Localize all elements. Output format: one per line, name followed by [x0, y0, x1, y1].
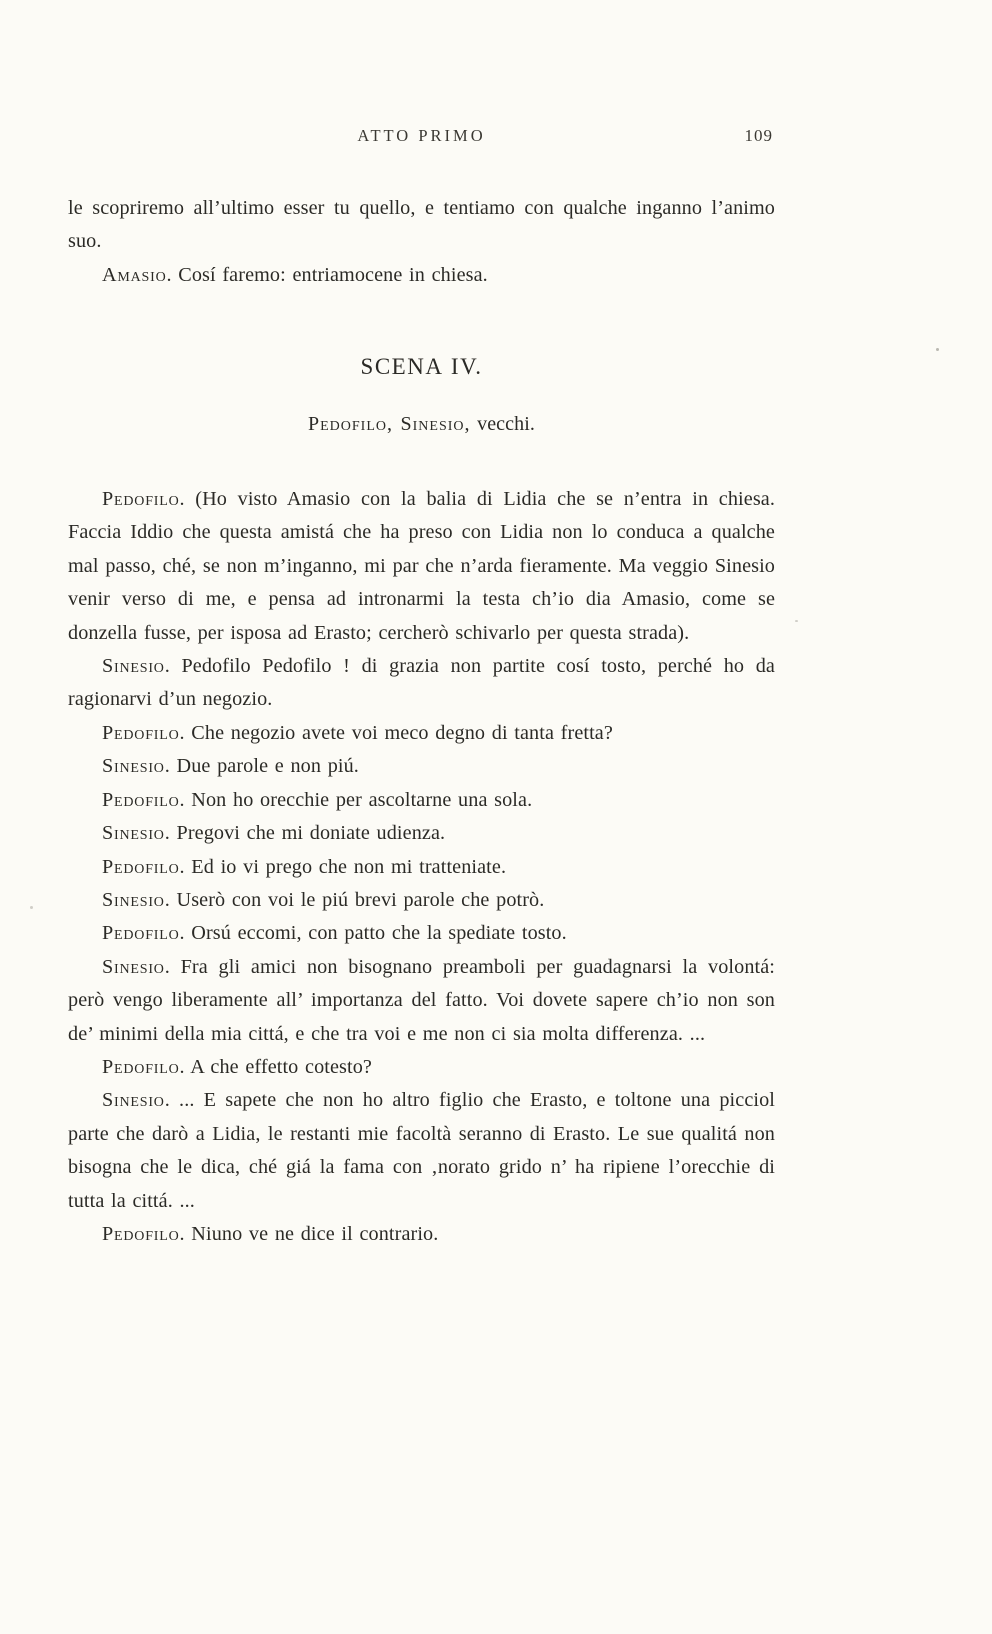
speech-paragraph: [68, 1084, 775, 1218]
speech-text: . Fra gli amici non bisognano preamboli per guadagnarsi la volontá: però vengo liberamente all’ importanza del fatto. Voi dovete sapere ch’io non son de’ minimi della mia cittá, e che tra voi e me non ci sia molta differenza. ...: [68, 955, 775, 1045]
speech-text: . Userò con voi le piú brevi parole che potrò.: [164, 888, 545, 911]
speaker-name: Sinesio: [102, 888, 165, 911]
paragraph-text: le scopriremo all’ultimo esser tu quello, e tentiamo con qualche inganno l’animo suo.: [68, 197, 775, 253]
speech-text: . Cosí faremo: entriamocene in chiesa.: [166, 263, 488, 286]
speaker-name: Pedofilo: [102, 788, 180, 811]
scan-speck: [795, 620, 798, 622]
speaker-name: Pedofilo: [102, 1222, 180, 1245]
page-number: 109: [744, 126, 773, 145]
speaker-name: Sinesio: [102, 955, 165, 978]
speech-text: . A che effetto cotesto?: [179, 1055, 372, 1078]
speaker-name: Sinesio: [102, 822, 165, 845]
speaker-name: Pedofilo: [102, 488, 180, 511]
running-header: [68, 126, 775, 152]
speech-text: . Non ho orecchie per ascoltarne una sola.: [179, 788, 533, 811]
scan-speck: [936, 348, 939, 351]
speaker-name: Sinesio: [102, 1089, 165, 1112]
cast-role: vecchi.: [470, 412, 535, 435]
speech-paragraph: [68, 1218, 775, 1251]
speech-text: . Due parole e non piú.: [164, 755, 359, 778]
speaker-name: Pedofilo: [102, 721, 180, 744]
speech-text: . Ed io vi prego che non mi tratteniate.: [179, 855, 507, 878]
speech-paragraph: [68, 1051, 775, 1084]
speech-text: . ... E sapete che non ho altro figlio che Erasto, e toltone una picciol parte che darò a Lidia, le restanti mie facoltà seranno di Erasto. Le sue qualitá non bisogna che le dica, ché giá la fama con ‚norato grido n’ ha ripiene l’orecchie di tutta la cittá. ...: [68, 1089, 775, 1212]
cast-list: [68, 408, 775, 441]
speech-text: . Pedofilo Pedofilo ! di grazia non partite cosí tosto, perché ho da ragionarvi d’un negozio.: [68, 655, 775, 711]
speech-text: . Che negozio avete voi meco degno di tanta fretta?: [179, 721, 613, 744]
speech-paragraph: [68, 951, 775, 1051]
speaker-name: Pedofilo: [102, 855, 180, 878]
speech-paragraph: [68, 483, 775, 650]
speech-paragraph: [68, 917, 775, 950]
speech-paragraph: [68, 650, 775, 717]
speaker-name: Amasio: [102, 263, 167, 286]
speech-paragraph: [68, 750, 775, 783]
scan-speck: [30, 906, 33, 909]
speech-text: . (Ho visto Amasio con la balia di Lidia che se n’entra in chiesa. Faccia Iddio che questa amistá che ha preso con Lidia non lo conduca a qualche mal passo, ché, se non m’inganno, mi par che n’arda fieramente. Ma veggio Sinesio venir verso di me, e pensa ad intronarmi la testa ch’io dia Amasio, come se donzella fusse, per isposa ad Erasto; cercherò schivarlo per questa strada).: [68, 488, 775, 644]
text-column: [68, 126, 775, 1251]
speech-paragraph: [68, 717, 775, 750]
body-text: [68, 192, 775, 1251]
speaker-name: Sinesio: [102, 655, 165, 678]
running-title: ATTO PRIMO: [357, 126, 486, 145]
speech-paragraph: [68, 851, 775, 884]
speech-paragraph: [68, 884, 775, 917]
paragraph-continuation: [68, 192, 775, 259]
speech-text: . Orsú eccomi, con patto che la spediate tosto.: [179, 922, 567, 945]
speaker-name: Pedofilo: [102, 922, 180, 945]
speaker-name: Pedofilo: [102, 1055, 180, 1078]
speech-paragraph: [68, 817, 775, 850]
speech-paragraph: [68, 259, 775, 292]
speech-paragraph: [68, 784, 775, 817]
cast-names: Pedofilo, Sinesio,: [307, 412, 471, 435]
scene-heading: SCENA IV.: [360, 354, 483, 380]
speech-text: . Niuno ve ne dice il contrario.: [179, 1222, 439, 1245]
speech-text: . Pregovi che mi doniate udienza.: [164, 822, 446, 845]
speaker-name: Sinesio: [102, 755, 165, 778]
